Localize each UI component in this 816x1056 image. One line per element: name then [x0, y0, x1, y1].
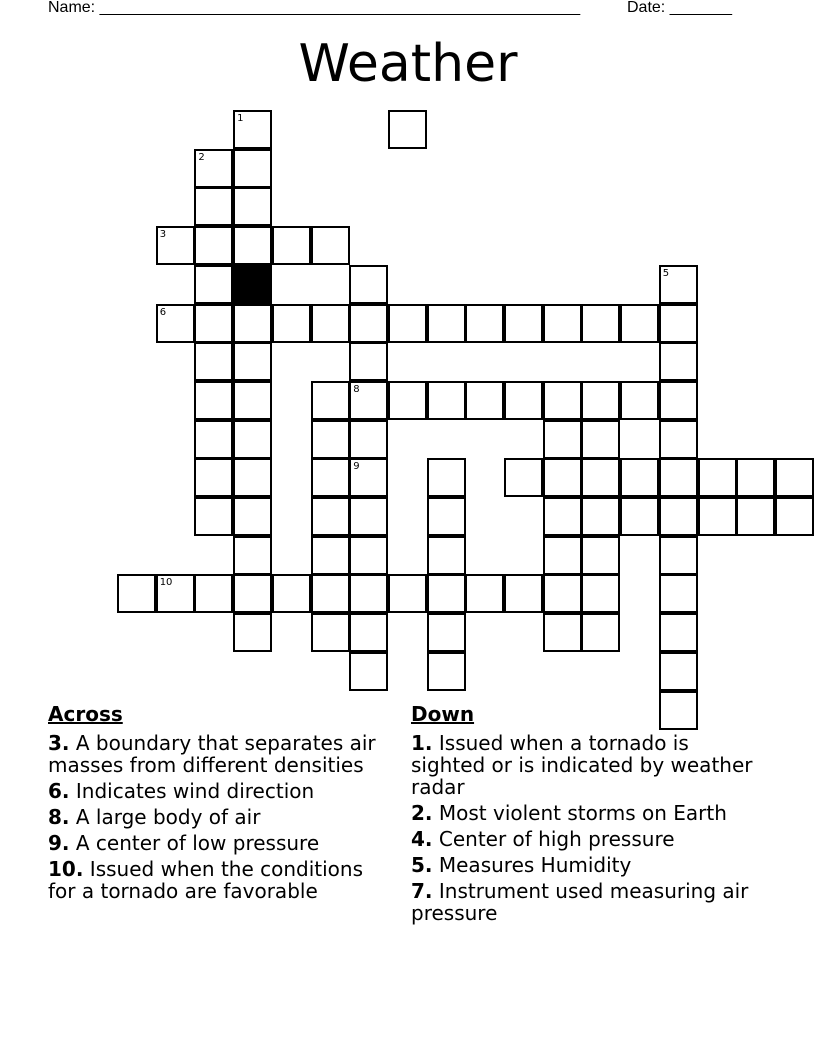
grid-cell[interactable]	[465, 381, 504, 420]
grid-cell[interactable]	[659, 652, 698, 691]
grid-cell[interactable]	[349, 497, 388, 536]
across-clue-9	[48, 832, 393, 854]
grid-cell[interactable]	[311, 574, 350, 613]
grid-cell[interactable]	[194, 458, 233, 497]
grid-cell[interactable]	[427, 497, 466, 536]
clue-number-label: 10	[159, 577, 173, 589]
grid-cell[interactable]	[388, 110, 427, 149]
clue-text: Issued when the conditions for a tornado are favorable	[48, 857, 364, 903]
grid-cell[interactable]	[427, 536, 466, 575]
grid-cell[interactable]	[543, 420, 582, 459]
grid-cell[interactable]	[233, 342, 272, 381]
grid-cell[interactable]	[349, 381, 388, 420]
grid-cell[interactable]	[233, 497, 272, 536]
grid-cell[interactable]	[194, 304, 233, 343]
grid-cell[interactable]	[272, 304, 311, 343]
grid-cell[interactable]	[620, 497, 659, 536]
grid-cell[interactable]	[233, 381, 272, 420]
across-clues	[48, 703, 393, 906]
grid-cell[interactable]	[581, 497, 620, 536]
grid-cell[interactable]	[581, 420, 620, 459]
grid-cell[interactable]	[194, 187, 233, 226]
grid-block	[233, 265, 272, 304]
grid-cell[interactable]	[659, 613, 698, 652]
grid-cell[interactable]	[543, 613, 582, 652]
clue-text: Indicates wind direction	[75, 779, 315, 803]
grid-cell[interactable]	[698, 497, 737, 536]
grid-cell[interactable]	[349, 342, 388, 381]
grid-cell[interactable]	[427, 381, 466, 420]
name-field-label: Name: ______________________________________________________	[48, 0, 581, 16]
grid-cell[interactable]	[581, 574, 620, 613]
grid-cell[interactable]	[117, 574, 156, 613]
grid-cell[interactable]	[659, 342, 698, 381]
clue-text: A large body of air	[75, 805, 261, 829]
grid-cell[interactable]	[465, 304, 504, 343]
down-clue-7	[411, 880, 756, 924]
down-clue-2	[411, 802, 756, 824]
grid-cell[interactable]	[581, 304, 620, 343]
grid-cell[interactable]	[659, 265, 698, 304]
grid-cell[interactable]	[581, 458, 620, 497]
grid-cell[interactable]	[427, 574, 466, 613]
grid-cell[interactable]	[311, 458, 350, 497]
clue-text: A boundary that separates air masses from different densities	[48, 731, 376, 777]
grid-cell[interactable]	[775, 458, 814, 497]
grid-cell[interactable]	[233, 536, 272, 575]
clue-number-label: 6	[159, 306, 167, 318]
grid-cell[interactable]	[465, 574, 504, 613]
grid-cell[interactable]	[349, 420, 388, 459]
grid-cell[interactable]	[311, 613, 350, 652]
down-heading: Down	[411, 702, 475, 726]
grid-cell[interactable]	[156, 304, 195, 343]
clue-number: 1.	[411, 731, 433, 755]
grid-cell[interactable]	[233, 304, 272, 343]
clue-number-label: 8	[353, 383, 360, 395]
grid-cell[interactable]	[427, 304, 466, 343]
across-clue-3	[48, 732, 393, 776]
grid-cell[interactable]	[620, 304, 659, 343]
grid-cell[interactable]	[659, 304, 698, 343]
grid-cell[interactable]	[504, 304, 543, 343]
clue-number-label: 3	[159, 229, 167, 241]
clue-number-label: 1	[237, 113, 244, 124]
grid-cell[interactable]	[620, 381, 659, 420]
grid-cell[interactable]	[194, 342, 233, 381]
clue-text: Instrument used measuring air pressure	[411, 879, 749, 925]
grid-cell[interactable]	[543, 497, 582, 536]
grid-cell[interactable]	[543, 536, 582, 575]
clue-text: A center of low pressure	[75, 831, 320, 855]
grid-cell[interactable]	[388, 574, 427, 613]
grid-cell[interactable]	[427, 613, 466, 652]
grid-cell[interactable]	[349, 652, 388, 691]
grid-cell[interactable]	[349, 304, 388, 343]
clue-text: Issued when a tornado is sighted or is indicated by weather radar	[411, 731, 753, 799]
grid-cell[interactable]	[388, 381, 427, 420]
down-clue-1	[411, 732, 756, 798]
grid-cell[interactable]	[233, 613, 272, 652]
across-clue-6	[48, 780, 393, 802]
grid-cell[interactable]	[194, 574, 233, 613]
grid-cell[interactable]	[581, 381, 620, 420]
grid-cell[interactable]	[659, 381, 698, 420]
grid-cell[interactable]	[233, 574, 272, 613]
date-field-label: Date: _______	[627, 0, 732, 16]
clue-number: 3.	[48, 731, 70, 755]
grid-cell[interactable]	[698, 458, 737, 497]
grid-cell[interactable]	[581, 536, 620, 575]
grid-cell[interactable]	[659, 458, 698, 497]
clue-number: 5.	[411, 853, 433, 877]
grid-cell[interactable]	[388, 304, 427, 343]
grid-cell[interactable]	[311, 420, 350, 459]
clue-number-label: 2	[198, 151, 205, 163]
grid-cell[interactable]	[156, 226, 195, 265]
grid-cell[interactable]	[349, 613, 388, 652]
grid-cell[interactable]	[156, 574, 195, 613]
down-clues	[411, 703, 756, 928]
grid-cell[interactable]	[659, 536, 698, 575]
clue-number: 8.	[48, 805, 70, 829]
grid-cell[interactable]	[194, 497, 233, 536]
grid-cell[interactable]	[194, 420, 233, 459]
grid-cell[interactable]	[272, 226, 311, 265]
grid-cell[interactable]	[581, 613, 620, 652]
grid-cell[interactable]	[659, 574, 698, 613]
clue-number: 10.	[48, 857, 84, 881]
clue-number: 2.	[411, 801, 433, 825]
grid-cell[interactable]	[543, 304, 582, 343]
grid-cell[interactable]	[349, 458, 388, 497]
clue-number: 7.	[411, 879, 433, 903]
grid-cell[interactable]	[775, 497, 814, 536]
grid-cell[interactable]	[194, 149, 233, 188]
down-clue-5	[411, 854, 756, 876]
grid-cell[interactable]	[233, 149, 272, 188]
grid-cell[interactable]	[659, 497, 698, 536]
grid-cell[interactable]	[233, 110, 272, 149]
grid-cell[interactable]	[194, 381, 233, 420]
grid-cell[interactable]	[311, 381, 350, 420]
grid-cell[interactable]	[620, 458, 659, 497]
grid-cell[interactable]	[736, 497, 775, 536]
grid-cell[interactable]	[349, 574, 388, 613]
grid-cell[interactable]	[233, 420, 272, 459]
grid-cell[interactable]	[194, 265, 233, 304]
grid-cell[interactable]	[233, 458, 272, 497]
grid-cell[interactable]	[543, 574, 582, 613]
grid-cell[interactable]	[504, 381, 543, 420]
grid-cell[interactable]	[311, 226, 350, 265]
grid-cell[interactable]	[349, 265, 388, 304]
across-clue-8	[48, 806, 393, 828]
grid-cell[interactable]	[311, 497, 350, 536]
grid-cell[interactable]	[311, 536, 350, 575]
across-heading: Across	[48, 702, 123, 726]
grid-cell[interactable]	[427, 652, 466, 691]
clue-text: Measures Humidity	[438, 853, 632, 877]
grid-cell[interactable]	[504, 458, 543, 497]
grid-cell[interactable]	[311, 304, 350, 343]
page-title: Weather	[298, 34, 518, 94]
grid-cell[interactable]	[427, 458, 466, 497]
clue-number-label: 5	[662, 267, 670, 279]
grid-cell[interactable]	[543, 458, 582, 497]
grid-cell[interactable]	[233, 226, 272, 265]
clue-text: Most violent storms on Earth	[438, 801, 727, 825]
grid-cell[interactable]	[233, 187, 272, 226]
grid-cell[interactable]	[272, 574, 311, 613]
clue-number: 9.	[48, 831, 70, 855]
clue-number: 4.	[411, 827, 433, 851]
grid-cell[interactable]	[504, 574, 543, 613]
grid-cell[interactable]	[543, 381, 582, 420]
clue-text: Center of high pressure	[438, 827, 675, 851]
grid-cell[interactable]	[194, 226, 233, 265]
grid-cell[interactable]	[659, 420, 698, 459]
clue-number: 6.	[48, 779, 70, 803]
grid-cell[interactable]	[349, 536, 388, 575]
down-clue-4	[411, 828, 756, 850]
across-clue-10	[48, 858, 393, 902]
grid-cell[interactable]	[736, 458, 775, 497]
clue-number-label: 9	[353, 461, 360, 473]
